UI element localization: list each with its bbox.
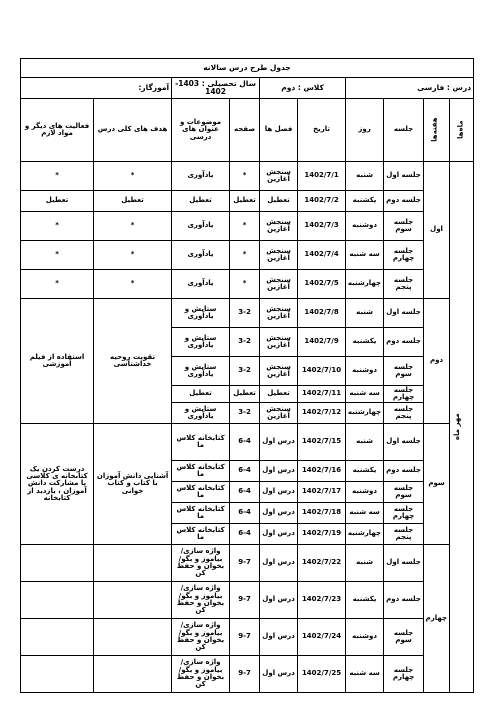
goal-cell: آشنایی دانش آموزان با کتاب و کتاب خوانی [94, 424, 172, 545]
topic-cell: یادآوری [172, 162, 230, 191]
chapter-cell: درس اول [260, 619, 298, 656]
table-row [21, 299, 474, 328]
header-goals: هدف های کلی درس [94, 99, 172, 162]
teacher-name: آموزگار: [21, 78, 172, 99]
date-cell: 1402/7/24 [298, 619, 346, 656]
lesson-name: درس : فارسی [346, 78, 474, 99]
day-cell: شنبه [346, 299, 384, 328]
chapter-cell: سنجش آغازین [260, 212, 298, 241]
chapter-cell: درس اول [260, 582, 298, 619]
table-row [21, 270, 474, 299]
date-cell: 1402/7/11 [298, 386, 346, 403]
week-cell: دوم [424, 299, 450, 424]
activity-cell: تعطیل [21, 191, 94, 212]
topic-cell: یادآوری [172, 270, 230, 299]
page-cell: 3-2 [230, 403, 260, 424]
page-cell: 9-7 [230, 656, 260, 693]
topic-cell: کتابخانه کلاس ما [172, 461, 230, 482]
chapter-cell: سنجش آغازین [260, 299, 298, 328]
page-cell: * [230, 241, 260, 270]
topic-cell: یادآوری [172, 212, 230, 241]
activity-cell [21, 545, 94, 582]
chapter-cell: سنجش آغازین [260, 241, 298, 270]
page-cell: 3-2 [230, 328, 260, 357]
week-cell: چهارم [424, 545, 450, 693]
session-cell: جلسه پنجم [384, 270, 424, 299]
page-cell: 3-2 [230, 357, 260, 386]
topic-cell: واژه سازی/بیاموز و بگو/بخوان و حفظ کن [172, 545, 230, 582]
topic-cell: کتابخانه کلاس ما [172, 424, 230, 461]
page-cell: * [230, 162, 260, 191]
class-name: کلاس : دوم [260, 78, 346, 99]
date-cell: 1402/7/16 [298, 461, 346, 482]
activity-cell: * [21, 270, 94, 299]
goal-cell: * [94, 241, 172, 270]
day-cell: شنبه [346, 424, 384, 461]
month-label: مهر ماه [452, 413, 461, 441]
activity-cell: استفاده از فیلم آموزشی [21, 299, 94, 424]
activity-cell [21, 582, 94, 619]
goal-cell: تقویت روحیه خداشناسی [94, 299, 172, 424]
date-cell: 1402/7/12 [298, 403, 346, 424]
topic-cell: تعطیل [172, 191, 230, 212]
session-cell: جلسه اول [384, 424, 424, 461]
day-cell: چهارشنبه [346, 403, 384, 424]
chapter-cell: سنجش آغازین [260, 270, 298, 299]
goal-cell: * [94, 162, 172, 191]
chapter-cell: سنجش آغازین [260, 403, 298, 424]
chapter-cell: تعطیل [260, 191, 298, 212]
date-cell: 1402/7/23 [298, 582, 346, 619]
chapter-cell: تعطیل [260, 386, 298, 403]
session-cell: جلسه چهارم [384, 386, 424, 403]
session-cell: جلسه چهارم [384, 503, 424, 524]
goal-cell: * [94, 270, 172, 299]
day-cell: دوشنبه [346, 357, 384, 386]
page-cell: تعطیل [230, 386, 260, 403]
page-cell: تعطیل [230, 191, 260, 212]
chapter-cell: سنجش آغازین [260, 162, 298, 191]
topic-cell: واژه سازی/بیاموز و بگو/بخوان و حفظ کن [172, 619, 230, 656]
chapter-cell: سنجش آغازین [260, 357, 298, 386]
session-cell: جلسه سوم [384, 212, 424, 241]
page-cell: 9-7 [230, 545, 260, 582]
topic-cell: کتابخانه کلاس ما [172, 524, 230, 545]
header-date: تاریخ [298, 99, 346, 162]
table-row [21, 241, 474, 270]
header-month: ماه‌ها [450, 99, 474, 162]
table-row [21, 545, 474, 582]
day-cell: سه شنبه [346, 656, 384, 693]
chapter-cell: درس اول [260, 524, 298, 545]
day-cell: سه شنبه [346, 241, 384, 270]
goal-cell [94, 619, 172, 656]
topic-cell: یادآوری [172, 241, 230, 270]
day-cell: دوشنبه [346, 619, 384, 656]
table-row [21, 619, 474, 656]
week-cell: سوم [424, 424, 450, 545]
day-cell: دوشنبه [346, 212, 384, 241]
table-row [21, 162, 474, 191]
session-cell: جلسه سوم [384, 482, 424, 503]
day-cell: شنبه [346, 545, 384, 582]
chapter-cell: درس اول [260, 503, 298, 524]
session-cell: جلسه دوم [384, 461, 424, 482]
goal-cell [94, 545, 172, 582]
activity-cell [21, 656, 94, 693]
topic-cell: ستایش و یادآوری [172, 299, 230, 328]
topic-cell: ستایش و یادآوری [172, 357, 230, 386]
goal-cell [94, 656, 172, 693]
date-cell: 1402/7/1 [298, 162, 346, 191]
school-year: سال تحصیلی : 1403- 1402 [172, 78, 260, 99]
topic-cell: ستایش و یادآوری [172, 403, 230, 424]
month-cell [450, 162, 474, 693]
header-activities: فعالیت های دیگر و مواد لازم [21, 99, 94, 162]
day-cell: یکشنبه [346, 582, 384, 619]
date-cell: 1402/7/3 [298, 212, 346, 241]
day-cell: سه شنبه [346, 386, 384, 403]
chapter-cell: درس اول [260, 482, 298, 503]
header-week: هفته‌ها [424, 99, 450, 162]
page-cell: 9-7 [230, 582, 260, 619]
activity-cell: درست کردن یک کتابخانه ی کلاسی با مشارکت دانش آموزان ، بازدید از کتابخانه [21, 424, 94, 545]
session-cell: جلسه پنجم [384, 524, 424, 545]
topic-cell: واژه سازی/بیاموز و بگو/بخوان و حفظ کن [172, 656, 230, 693]
session-cell: جلسه دوم [384, 191, 424, 212]
page-cell: 9-7 [230, 619, 260, 656]
session-cell: جلسه سوم [384, 619, 424, 656]
chapter-cell: سنجش آغازین [260, 328, 298, 357]
session-cell: جلسه چهارم [384, 656, 424, 693]
date-cell: 1402/7/15 [298, 424, 346, 461]
header-topics: موضوعات و عنوان های درسی [172, 99, 230, 162]
activity-cell [21, 619, 94, 656]
chapter-cell: درس اول [260, 461, 298, 482]
goal-cell [94, 582, 172, 619]
date-cell: 1402/7/18 [298, 503, 346, 524]
session-cell: جلسه اول [384, 545, 424, 582]
header-day: روز [346, 99, 384, 162]
session-cell: جلسه سوم [384, 357, 424, 386]
goal-cell: * [94, 212, 172, 241]
chapter-cell: درس اول [260, 545, 298, 582]
day-cell: یکشنبه [346, 461, 384, 482]
table-row [21, 656, 474, 693]
session-cell: جلسه دوم [384, 328, 424, 357]
chapter-cell: درس اول [260, 424, 298, 461]
chapter-cell: درس اول [260, 656, 298, 693]
page-cell: * [230, 270, 260, 299]
day-cell: چهارشنبه [346, 524, 384, 545]
date-cell: 1402/7/19 [298, 524, 346, 545]
session-cell: جلسه چهارم [384, 241, 424, 270]
topic-cell: کتابخانه کلاس ما [172, 482, 230, 503]
table-row [21, 424, 474, 461]
page-cell: * [230, 212, 260, 241]
date-cell: 1402/7/2 [298, 191, 346, 212]
session-cell: جلسه اول [384, 299, 424, 328]
session-cell: جلسه دوم [384, 582, 424, 619]
table-row [21, 191, 474, 212]
goal-cell: تعطیل [94, 191, 172, 212]
session-cell: جلسه اول [384, 162, 424, 191]
page-cell: 3-2 [230, 299, 260, 328]
lesson-plan-table [20, 58, 474, 693]
day-cell: یکشنبه [346, 328, 384, 357]
topic-cell: ستایش و یادآوری [172, 328, 230, 357]
date-cell: 1402/7/17 [298, 482, 346, 503]
topic-cell: تعطیل [172, 386, 230, 403]
date-cell: 1402/7/4 [298, 241, 346, 270]
page-cell: 6-4 [230, 524, 260, 545]
day-cell: چهارشنبه [346, 270, 384, 299]
page-cell: 6-4 [230, 503, 260, 524]
topic-cell: کتابخانه کلاس ما [172, 503, 230, 524]
activity-cell: * [21, 162, 94, 191]
header-page: صفحه [230, 99, 260, 162]
date-cell: 1402/7/25 [298, 656, 346, 693]
header-chapter: فصل ها [260, 99, 298, 162]
session-cell: جلسه پنجم [384, 403, 424, 424]
date-cell: 1402/7/22 [298, 545, 346, 582]
date-cell: 1402/7/10 [298, 357, 346, 386]
page-cell: 6-4 [230, 424, 260, 461]
day-cell: شنبه [346, 162, 384, 191]
activity-cell: * [21, 241, 94, 270]
day-cell: سه شنبه [346, 503, 384, 524]
table-title: جدول طرح درس سالانه [21, 59, 474, 78]
page-cell: 6-4 [230, 482, 260, 503]
topic-cell: واژه سازی/بیاموز و بگو/بخوان و حفظ کن [172, 582, 230, 619]
day-cell: یکشنبه [346, 191, 384, 212]
date-cell: 1402/7/9 [298, 328, 346, 357]
page-cell: 6-4 [230, 461, 260, 482]
date-cell: 1402/7/5 [298, 270, 346, 299]
table-row [21, 212, 474, 241]
header-session: جلسه [384, 99, 424, 162]
lesson-plan-page [20, 58, 473, 693]
date-cell: 1402/7/8 [298, 299, 346, 328]
table-row [21, 582, 474, 619]
day-cell: دوشنبه [346, 482, 384, 503]
activity-cell: * [21, 212, 94, 241]
week-cell: اول [424, 162, 450, 299]
